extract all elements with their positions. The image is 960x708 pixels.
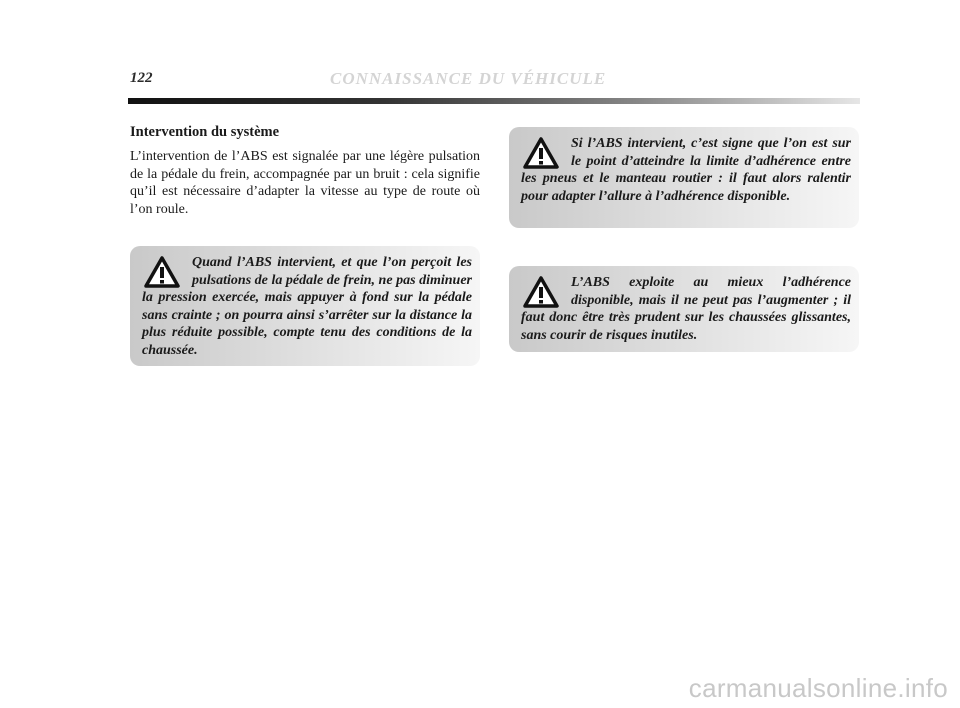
running-header-title: CONNAISSANCE DU VÉHICULE bbox=[330, 69, 607, 88]
warning-box-2 bbox=[509, 127, 859, 228]
warning-text-1: Quand l’ABS intervient, et que l’on perçoit les pulsations de la pédale de frein, ne pas diminuer la pression exercée, mais appuyer à fond sur la pédale sans crainte ; on pourra ainsi s’arrêter sur la distance la plus réduite possible, compte tenu des conditions de la chaussée. bbox=[142, 255, 472, 358]
warning-box-3 bbox=[509, 266, 859, 352]
warning-text-3: L’ABS exploite au mieux l’adhérence disponible, mais il ne peut pas l’augmenter ; il faut donc être très prudent sur les chaussées glissantes, sans courir de risques inutiles. bbox=[521, 275, 851, 343]
warning-text-2: Si l’ABS intervient, c’est signe que l’on est sur le point d’atteindre la limite d’adhérence entre les pneus et le manteau routier : il faut alors ralentir pour adapter l’allure à l’adhérence disponible. bbox=[521, 136, 851, 204]
warning-triangle-icon bbox=[523, 276, 559, 308]
header-rule bbox=[128, 98, 860, 104]
warning-triangle-icon bbox=[523, 137, 559, 169]
section-heading: Intervention du système bbox=[130, 124, 280, 140]
warning-triangle-icon bbox=[144, 256, 180, 288]
page-number: 122 bbox=[130, 70, 153, 86]
watermark: carmanualsonline.info bbox=[688, 673, 948, 703]
warning-box-1 bbox=[130, 246, 480, 366]
left-column bbox=[130, 124, 480, 218]
section-body-text: L’intervention de l’ABS est signalée par une légère pulsation de la pédale du frein, accompagnée par un bruit : cela signifie qu’il est nécessaire d’adapter la vitesse au type de route où l’on roule. bbox=[130, 149, 480, 217]
